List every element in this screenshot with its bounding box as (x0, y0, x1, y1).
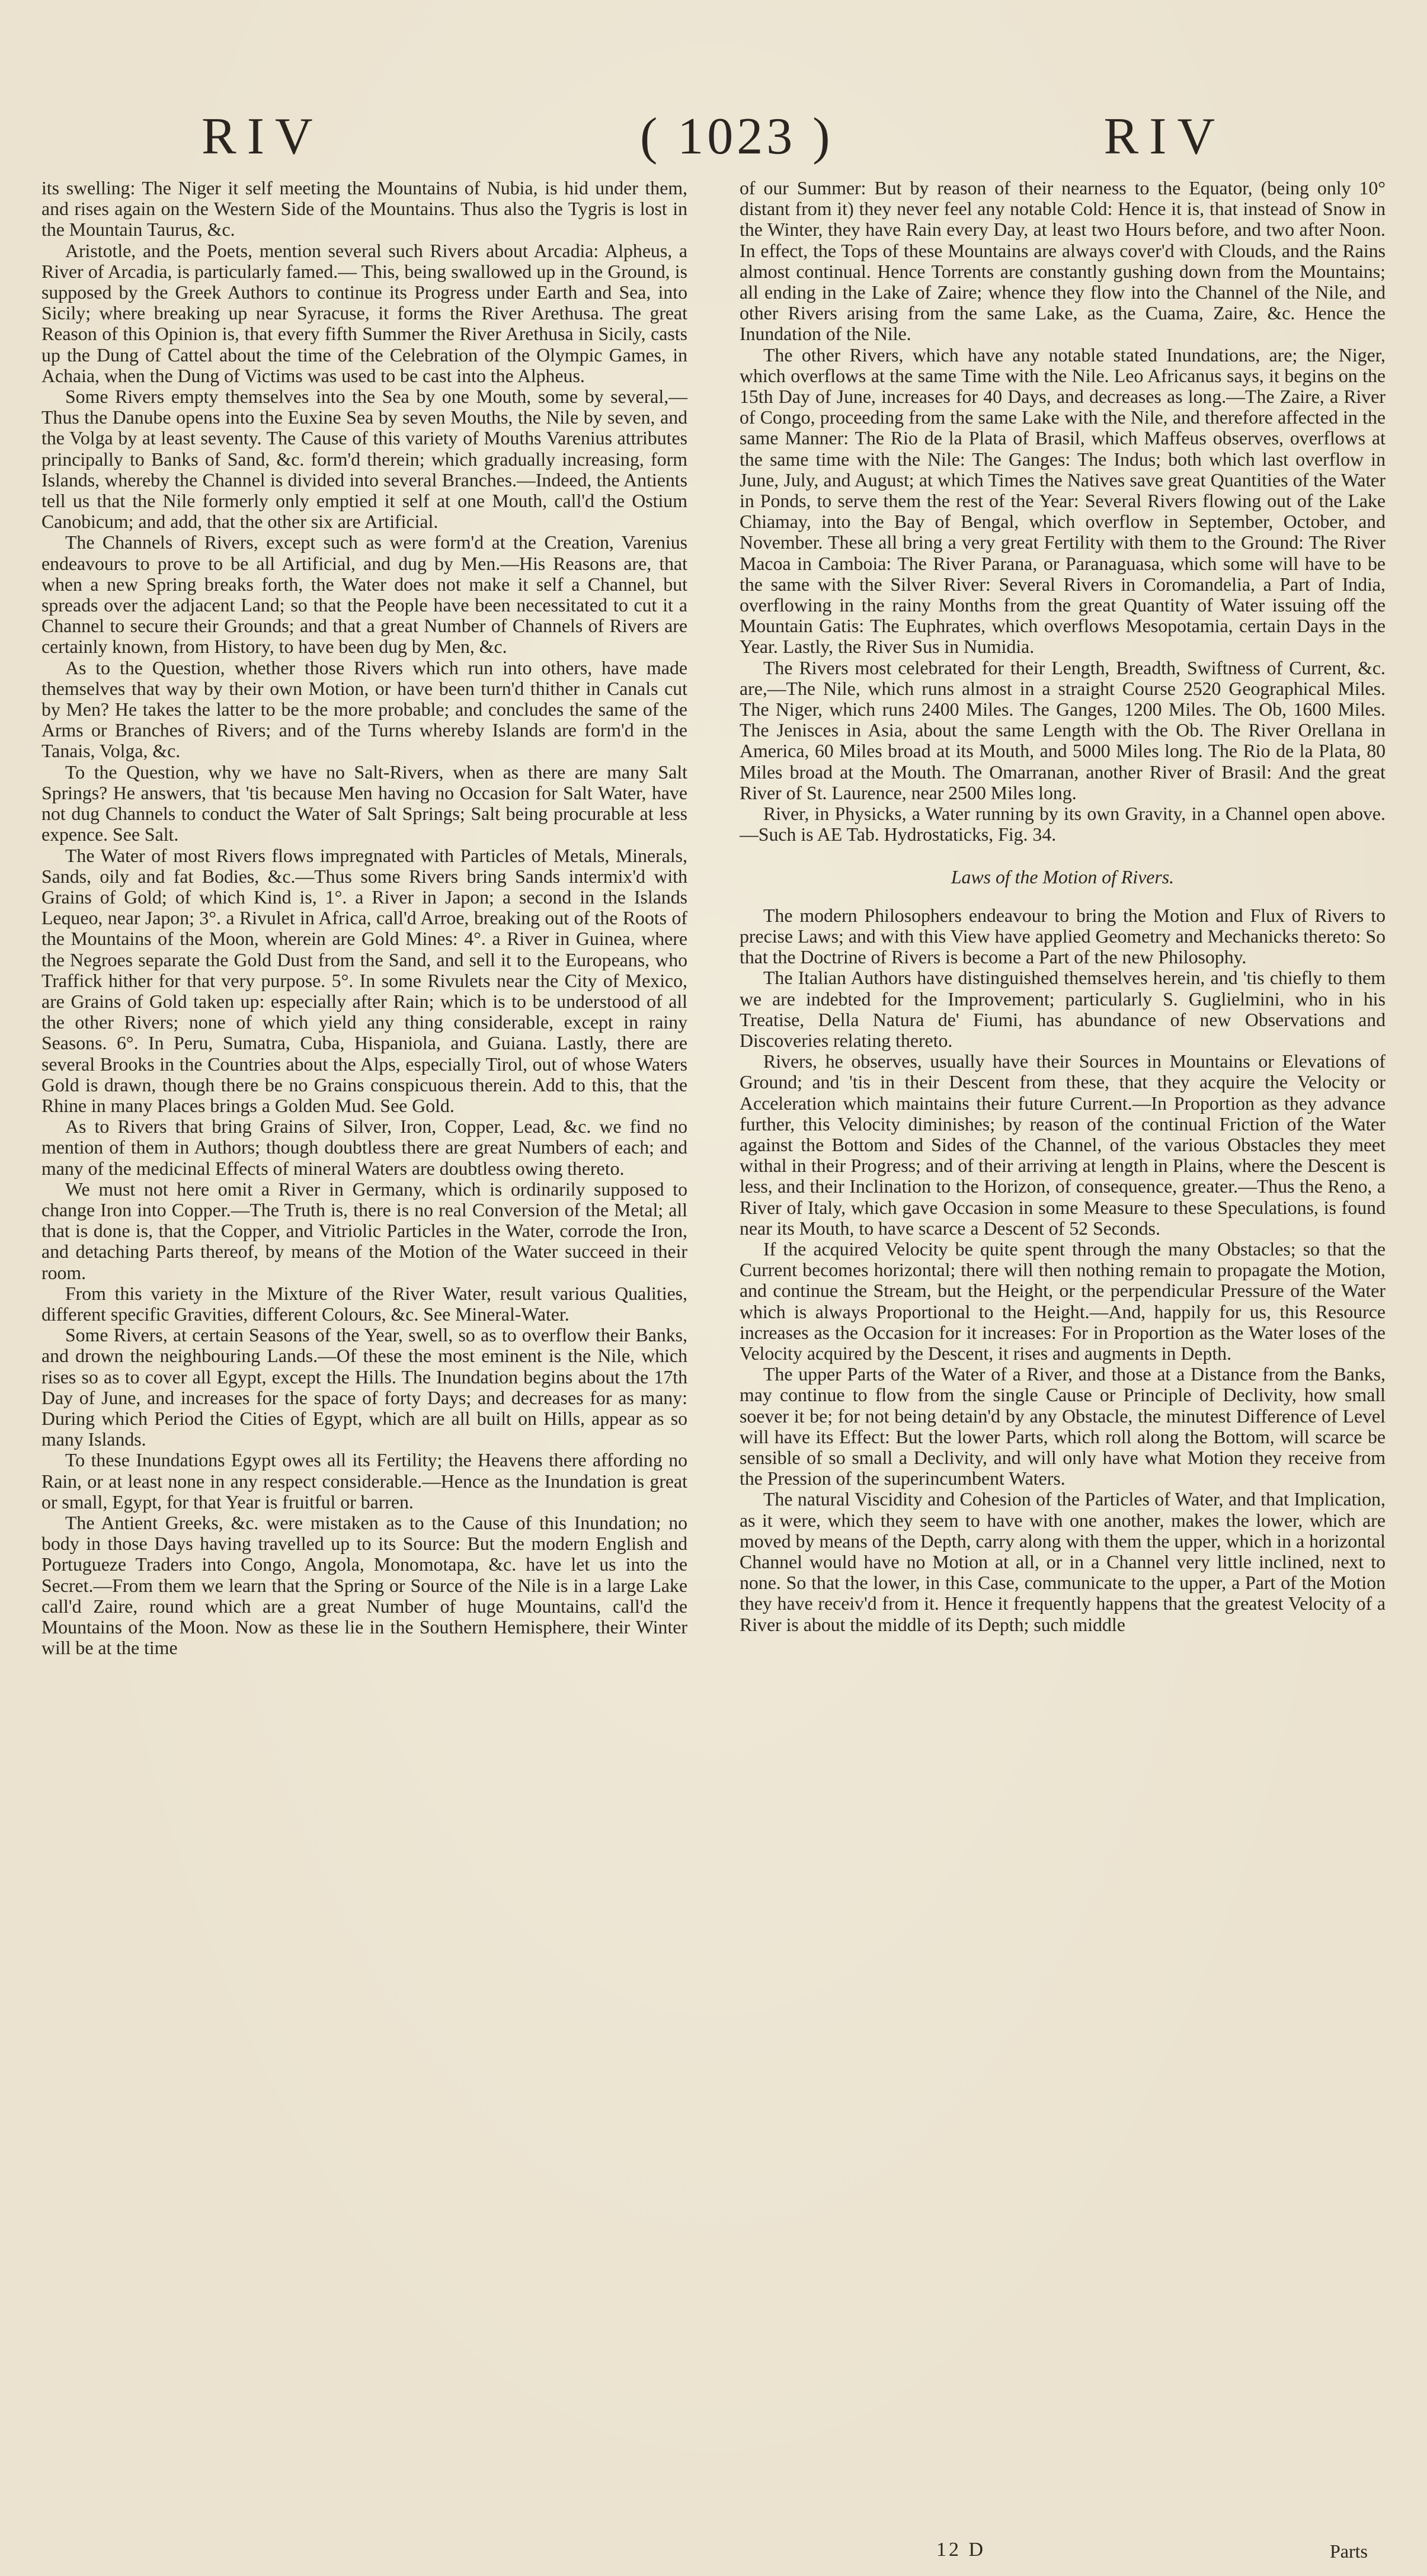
paragraph: We must not here omit a River in Germany, which is ordinarily supposed to change Iron into Copper.—The Truth is, there is no real Conversion of the Metal; all that is done is, that the Copper, and Vitriolic Particles in the Water, corrode the Iron, and detaching Parts thereof, by means of the Motion of the Water succeed in their room. (41, 1178, 687, 1283)
paragraph: If the acquired Velocity be quite spent through the many Obstacles; so that the Current becomes horizontal; there will then nothing remain to propagate the Motion, and continue the Stream, but the Height, or the perpendicular Pressure of the Water which is always Proportional to the Height.—And, happily for us, this Resource increases as the Occasion for it increases: For in Proportion as the Water loses of the Velocity acquired by the Descent, it rises and augments in Depth. (740, 1238, 1386, 1364)
paragraph: Some Rivers, at certain Seasons of the Year, swell, so as to overflow their Banks, and drown the neighbouring Lands.—Of these the most eminent is the Nile, which rises so as to cover all Egypt, except the Hills. The Inundation begins about the 17th Day of June, and increases for the space of forty Days; and decreases for as many: During which Period the Cities of Egypt, which are all built on Hills, appear as so many Islands. (41, 1325, 687, 1450)
paragraph: Some Rivers empty themselves into the Sea by one Mouth, some by several,—Thus the Danube opens into the Euxine Sea by seven Mouths, the Nile by seven, and the Volga by at least seventy. The Cause of this variety of Mouths Varenius attributes principally to Banks of Sand, &c. form'd therein; which gradually increasing, form Islands, whereby the Channel is divided into several Branches.—Indeed, the Antients tell us that the Nile formerly only emptied it self at one Mouth, call'd the Ostium Canobicum; and add, that the other six are Artificial. (41, 386, 687, 533)
paragraph: To these Inundations Egypt owes all its Fertility; the Heavens there affording no Rain, or at least none in any respect considerable.—Hence as the Inundation is great or small, Egypt, for that Year is fruitful or barren. (41, 1450, 687, 1513)
paragraph: Aristotle, and the Poets, mention several such Rivers about Arcadia: Alpheus, a River of Arcadia, is particularly famed.— This, being swallowed up in the Ground, is supposed by the Greek Authors to continue its Progress under Earth and Sea, into Sicily; where breaking up near Syracuse, it forms the River Arethusa. The great Reason of this Opinion is, that every fifth Summer the River Arethusa in Sicily, casts up the Dung of Cattel about the time of the Celebration of the Olympic Games, in Achaia, when the Dung of Victims was used to be cast into the Alpheus. (41, 240, 687, 386)
paragraph: To the Question, why we have no Salt-Rivers, when as there are many Salt Springs? He answers, that 'tis because Men having no Occasion for Salt Water, have not dug Channels to conduct the Water of Salt Springs; Salt being procurable at less expence. See Salt. (41, 761, 687, 845)
paragraph: The upper Parts of the Water of a River, and those at a Distance from the Banks, may continue to flow from the single Cause or Principle of Declivity, how small soever it be; for not being detain'd by any Obstacle, the minutest Difference of Level will have its Effect: But the lower Parts, which roll along the Bottom, will scarce be sensible of so small a Declivity, and will only have what Motion they receive from the Pression of the superincumbent Waters. (740, 1364, 1386, 1489)
running-header (41, 101, 1386, 172)
paragraph: of our Summer: But by reason of their nearness to the Equator, (being only 10° distant from it) they never feel any notable Cold: Hence it is, that instead of Snow in the Winter, they have Rain every Day, at least two Hours before, and two after Noon. In effect, the Tops of these Mountains are always cover'd with Clouds, and the Rains almost continual. Hence Torrents are constantly gushing down from the Mountains; all ending in the Lake of Zaire; whence they flow into the Channel of the Nile, and other Rivers arising from the same Lake, as the Cuama, Zaire, &c. Hence the Inundation of the Nile. (740, 178, 1386, 345)
paragraph: As to Rivers that bring Grains of Silver, Iron, Copper, Lead, &c. we find no mention of them in Authors; though doubtless there are great Numbers of each; and many of the medicinal Effects of mineral Waters are doubtless owing thereto. (41, 1116, 687, 1179)
paragraph: As to the Question, whether those Rivers which run into others, have made themselves that way by their own Motion, or have been turn'd thither in Canals cut by Men? He takes the latter to be the more probable; and concludes the same of the Arms or Branches of Rivers; and of the Turns whereby Islands are form'd in the Tanais, Volga, &c. (41, 657, 687, 762)
signature-mark: 12 D (936, 2539, 986, 2561)
text-columns (41, 178, 1386, 1658)
paragraph: The modern Philosophers endeavour to bring the Motion and Flux of Rivers to precise Laws; and with this View have applied Geometry and Mechanicks thereto: So that the Doctrine of Rivers is become a Part of the new Philosophy. (740, 905, 1386, 968)
paragraph: The other Rivers, which have any notable stated Inundations, are; the Niger, which overflows at the same Time with the Nile. Leo Africanus says, it begins on the 15th Day of June, increases for 40 Days, and decreases as long.—The Zaire, a River of Congo, proceeding from the same Lake with the Nile, and therefore affected in the same Manner: The Rio de la Plata of Brasil, which Maffeus observes, overflows at the same time with the Nile: The Ganges: The Indus; both which last overflow in June, July, and August; at which Times the Natives save great Quantities of the Water in Ponds, to serve them the rest of the Year: Several Rivers flowing out of the Lake Chiamay, into the Bay of Bengal, which overflow in September, October, and November. These all bring a very great Fertility with them to the Ground: The River Macoa in Camboia: The River Parana, or Paranaguasa, which some will have to be the same with the Silver River: Several Rivers in Coromandelia, a Part of India, overflowing in the rainy Months from the great Quantity of Water issuing off the Mountain Gatis: The Euphrates, which overflows Mesopotamia, certain Days in the Year. Lastly, the River Sus in Numidia. (740, 344, 1386, 658)
paragraph: The natural Viscidity and Cohesion of the Particles of Water, and that Implication, as it were, which they seem to have with one another, makes the lower, which are moved by means of the Depth, carry along with them the upper, which in a horizontal Channel would have no Motion at all, or in a Channel very little inclined, next to none. So that the lower, in this Case, communicate to the upper, a Part of the Motion they have receiv'd from it. Hence it frequently happens that the greatest Velocity of a River is about the middle of its Depth; such middle (740, 1489, 1386, 1635)
paragraph: The Water of most Rivers flows impregnated with Particles of Metals, Minerals, Sands, oily and fat Bodies, &c.—Thus some Rivers bring Sands intermix'd with Grains of Gold; of which Kind is, 1°. a River in Japon; a second in the Islands Lequeo, near Japon; 3°. a Rivulet in Africa, call'd Arroe, breaking out of the Roots of the Mountains of the Moon, wherein are Gold Mines: 4°. a River in Guinea, where the Negroes separate the Gold Dust from the Sand, and sell it to the Europeans, who Traffick hither for that very purpose. 5°. In some Rivulets near the City of Mexico, are Grains of Gold taken up: especially after Rain; which is to be understood of all the other Rivers; none of which yield any thing considerable, except in rainy Seasons. 6°. In Peru, Sumatra, Cuba, Hispaniola, and Guiana. Lastly, there are several Brooks in the Countries about the Alps, especially Tirol, out of whose Waters Gold is drawn, though there be no Grains conspicuous therein. Add to this, that the Rhine in many Places brings a Golden Mud. See Gold. (41, 845, 687, 1116)
right-column (740, 178, 1386, 1658)
paragraph: The Italian Authors have distinguished themselves herein, and 'tis chiefly to them we are indebted for the Improvement; particularly S. Guglielmini, who in his Treatise, Della Natura de' Fiumi, has abundance of new Observations and Discoveries relating thereto. (740, 967, 1386, 1051)
paragraph: From this variety in the Mixture of the River Water, result various Qualities, different specific Gravities, different Colours, &c. See Mineral-Water. (41, 1283, 687, 1325)
header-right: RIV (1103, 108, 1226, 165)
paragraph: The Rivers most celebrated for their Length, Breadth, Swiftness of Current, &c. are,—The Nile, which runs almost in a straight Course 2520 Geographical Miles. The Niger, which runs 2400 Miles. The Ganges, 1200 Miles. The Ob, 1600 Miles. The Jenisces in Asia, about the same Length with the Ob. The River Orellana in America, 60 Miles broad at its Mouth, and 5000 Miles long. The Rio de la Plata, 80 Miles broad at the Mouth. The Omarranan, another River of Brasil: And the great River of St. Laurence, near 2500 Miles long. (740, 657, 1386, 803)
paragraph: The Antient Greeks, &c. were mistaken as to the Cause of this Inundation; no body in those Days having travelled up to its Source: But the modern English and Portugueze Traders into Congo, Angola, Monomotapa, &c. have let us into the Secret.—From them we learn that the Spring or Source of the Nile is in a large Lake call'd Zaire, round which are a great Number of huge Mountains, call'd the Mountains of the Moon. Now as these lie in the Southern Hemisphere, their Winter will be at the time (41, 1513, 687, 1659)
header-left: RIV (201, 108, 324, 165)
paragraph: Rivers, he observes, usually have their Sources in Mountains or Elevations of Ground; and 'tis in their Descent from these, that they acquire the Velocity or Acceleration which maintains their future Current.—In Proportion as they advance further, this Velocity diminishes; by reason of the continual Friction of the Water against the Bottom and Sides of the Channel, of the various Obstacles they meet withal in their Progress; and of their arriving at length in Plains, where the Descent is less, and their Inclination to the Horizon, of consequence, greater.—Thus the Reno, a River of Italy, which gave Occasion in some Measure to these Speculations, is found near its Mouth, to have scarce a Descent of 52 Seconds. (740, 1051, 1386, 1239)
paragraph: its swelling: The Niger it self meeting the Mountains of Nubia, is hid under them, and rises again on the Western Side of the Mountains. Thus also the Tygris is lost in the Mountain Taurus, &c. (41, 178, 687, 241)
page-number: ( 1023 ) (640, 108, 834, 165)
paragraph: River, in Physicks, a Water running by its own Gravity, in a Channel open above.—Such is AE Tab. Hydrostaticks, Fig. 34. (740, 803, 1386, 845)
section-heading: Laws of the Motion of Rivers. (951, 866, 1175, 887)
paragraph: The Channels of Rivers, except such as were form'd at the Creation, Varenius endeavours to prove to be all Artificial, and dug by Men.—His Reasons are, that when a new Spring breaks forth, the Water does not make it self a Channel, but spreads over the adjacent Land; so that the People have been necessitated to cut it a Channel to secure their Grounds; and that a great Number of Channels of Rivers are certainly known, from History, to have been dug by Men, &c. (41, 532, 687, 658)
left-column (41, 178, 687, 1658)
catchword: Parts (1330, 2540, 1368, 2562)
